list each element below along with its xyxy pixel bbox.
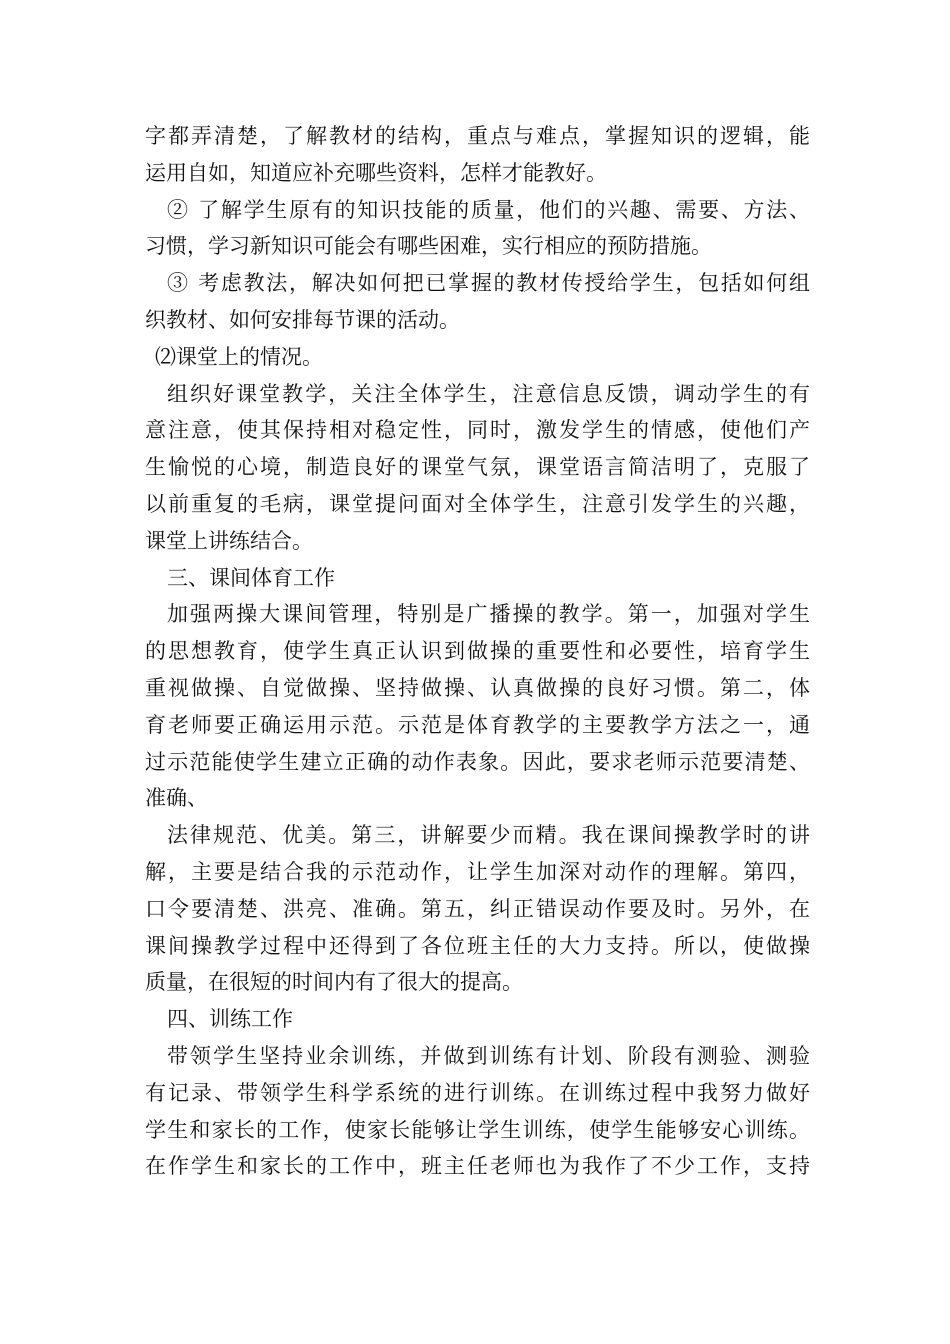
text-line: 重视做操、自觉做操、坚持做操、认真做操的良好习惯。第二，体: [145, 675, 810, 700]
text-line: 课堂上讲练结合。: [145, 528, 313, 553]
text-line: 课间操教学过程中还得到了各位班主任的大力支持。所以，使做操: [145, 933, 810, 958]
text-line: 在作学生和家长的工作中，班主任老师也为我作了不少工作，支持: [145, 1154, 810, 1179]
text-line: 解，主要是结合我的示范动作，让学生加深对动作的理解。第四，: [145, 859, 810, 884]
text-line: 字都弄清楚，了解教材的结构，重点与难点，掌握知识的逻辑，能: [145, 124, 810, 148]
text-line: 准确、: [145, 786, 208, 811]
text-line: 加强两操大课间管理，特别是广播操的教学。第一，加强对学生: [167, 602, 810, 627]
section-heading-3: 三、课间体育工作: [167, 565, 335, 590]
text-line: 法律规范、优美。第三，讲解要少而精。我在课间操教学时的讲: [167, 823, 810, 848]
text-line: 织教材、如何安排每节课的活动。: [145, 307, 460, 332]
text-line: 口令要清楚、洪亮、准确。第五，纠正错误动作要及时。另外，在: [145, 896, 810, 921]
text-line: 的思想教育，使学生真正认识到做操的重要性和必要性，培育学生: [145, 639, 810, 664]
list-item-3: ③ 考虑教法，解决如何把已掌握的教材传授给学生，包括如何组: [167, 271, 810, 296]
text-line: 过示范能使学生建立正确的动作表象。因此，要求老师示范要清楚、: [145, 749, 810, 774]
text-line: 运用自如，知道应补充哪些资料，怎样才能教好。: [145, 160, 607, 185]
text-line: 育老师要正确运用示范。示范是体育教学的主要教学方法之一，通: [145, 712, 810, 737]
text-line: 质量，在很短的时间内有了很大的提高。: [145, 970, 523, 995]
text-line: 有记录、带领学生科学系统的进行训练。在训练过程中我努力做好: [145, 1080, 810, 1105]
text-line: 带领学生坚持业余训练，并做到训练有计划、阶段有测验、测验: [167, 1043, 810, 1068]
section-heading-4: 四、训练工作: [167, 1007, 293, 1032]
text-line: 以前重复的毛病，课堂提问面对全体学生，注意引发学生的兴趣，: [145, 491, 810, 516]
text-line: 习惯，学习新知识可能会有哪些困难，实行相应的预防措施。: [145, 234, 712, 259]
body-text: [145, 118, 810, 1185]
list-item-2: ② 了解学生原有的知识技能的质量，他们的兴趣、需要、方法、: [167, 197, 810, 222]
text-line: 学生和家长的工作，使家长能够让学生训练，使学生能够安心训练。: [145, 1117, 810, 1142]
text-line: 组织好课堂教学，关注全体学生，注意信息反馈，调动学生的有: [167, 381, 810, 406]
text-line: 意注意，使其保持相对稳定性，同时，激发学生的情感，使他们产: [145, 418, 810, 443]
subheading-classroom: ⑵课堂上的情况。: [155, 344, 323, 369]
text-line: 生愉悦的心境，制造良好的课堂气氛，课堂语言简洁明了，克服了: [145, 455, 810, 480]
